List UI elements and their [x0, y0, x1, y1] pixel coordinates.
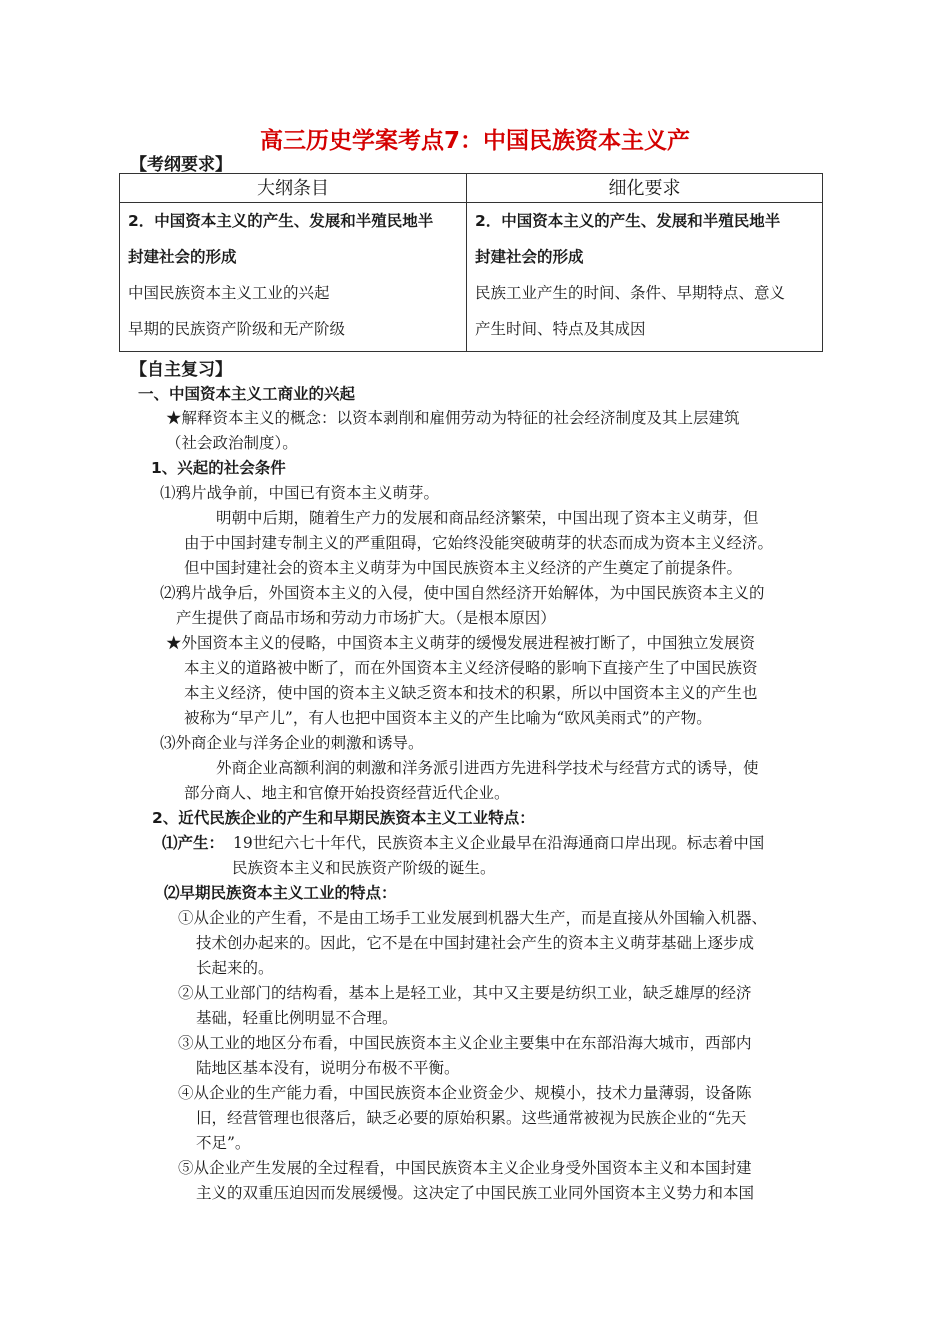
- paragraph-line: 民族资本主义和民族资产阶级的诞生。: [232, 859, 496, 877]
- cell-line: 封建社会的形成: [128, 248, 237, 266]
- paragraph-line: ⑴鸦片战争前，中国已有资本主义萌芽。: [160, 484, 440, 502]
- section-heading: 一、中国资本主义工商业的兴起: [138, 385, 356, 403]
- paragraph-line: ★外国资本主义的侵略，中国资本主义萌芽的缓慢发展进程被打断了，中国独立发展资: [166, 634, 756, 652]
- item-heading: ⑵早期民族资本主义工业的特点：: [164, 884, 397, 902]
- paragraph-line: 产生提供了商品市场和劳动力市场扩大。（是根本原因）: [176, 609, 556, 627]
- paragraph-line: 技术创办起来的。因此，它不是在中国封建社会产生的资本主义萌芽基础上逐步成: [196, 934, 755, 952]
- cell-line: 封建社会的形成: [475, 248, 584, 266]
- paragraph-line: ⑶外商企业与洋务企业的刺激和诱导。: [160, 734, 424, 752]
- paragraph-line: ⑵鸦片战争后，外国资本主义的入侵，使中国自然经济开始解体，为中国民族资本主义的: [160, 584, 765, 602]
- page-title: 高三历史学案考点7：中国民族资本主义产: [259, 128, 690, 154]
- paragraph-line: 本主义的道路被中断了，而在外国资本主义经济侵略的影响下直接产生了中国民族资: [184, 659, 758, 677]
- paragraph-line: 明朝中后期，随着生产力的发展和商品经济繁荣，中国出现了资本主义萌芽，但: [216, 509, 759, 527]
- paragraph-line: ⑤从企业产生发展的全过程看，中国民族资本主义企业身受外国资本主义和本国封建: [178, 1159, 752, 1177]
- table-cell-details: [467, 203, 823, 352]
- paragraph-line: 旧，经营管理也很落后，缺乏必要的原始积累。这些通常被视为民族企业的“先天: [196, 1109, 747, 1127]
- paragraph-line: ②从工业部门的结构看，基本上是轻工业，其中又主要是纺织工业，缺乏雄厚的经济: [178, 984, 752, 1002]
- paragraph-line: 但中国封建社会的资本主义萌芽为中国民族资本主义经济的产生奠定了前提条件。: [184, 559, 743, 577]
- paragraph-line: 19世纪六七十年代，民族资本主义企业最早在沿海通商口岸出现。标志着中国: [233, 834, 765, 852]
- paragraph-line: ③从工业的地区分布看，中国民族资本主义企业主要集中在东部沿海大城市，西部内: [178, 1034, 752, 1052]
- paragraph-line: 不足”。: [196, 1134, 251, 1152]
- outline-heading: 【考纲要求】: [130, 155, 232, 175]
- requirements-table: [119, 173, 823, 352]
- paragraph-line: ④从企业的生产能力看，中国民族资本企业资金少、规模小，技术力量薄弱，设备陈: [178, 1084, 752, 1102]
- paragraph-line: 本主义经济，使中国的资本主义缺乏资本和技术的积累，所以中国资本主义的产生也: [184, 684, 758, 702]
- paragraph-line: 主义的双重压迫因而发展缓慢。这决定了中国民族工业同外国资本主义势力和本国: [196, 1184, 755, 1202]
- table-header-outline: 大纲条目: [120, 174, 467, 203]
- paragraph-line: 外商企业高额利润的刺激和洋务派引进西方先进科学技术与经营方式的诱导，使: [216, 759, 759, 777]
- paragraph-line: 长起来的。: [196, 959, 274, 977]
- cell-line: 中国民族资本主义工业的兴起: [128, 284, 330, 302]
- paragraph-line: 部分商人、地主和官僚开始投资经营近代企业。: [184, 784, 510, 802]
- review-heading: 【自主复习】: [130, 360, 232, 380]
- item-label: ⑴产生：: [162, 834, 225, 852]
- cell-line: 早期的民族资产阶级和无产阶级: [128, 320, 346, 338]
- paragraph-line: 基础，轻重比例明显不合理。: [196, 1009, 398, 1027]
- cell-line: 民族工业产生的时间、条件、早期特点、意义: [475, 284, 786, 302]
- paragraph-line: 陆地区基本没有，说明分布极不平衡。: [196, 1059, 460, 1077]
- cell-line: 产生时间、特点及其成因: [475, 320, 646, 338]
- table-cell-outline: [120, 203, 467, 352]
- paragraph-line: 被称为“早产儿”，有人也把中国资本主义的产生比喻为“欧风美雨式”的产物。: [184, 709, 712, 727]
- paragraph-line: （社会政治制度）。: [166, 434, 298, 452]
- cell-line: 2．中国资本主义的产生、发展和半殖民地半: [128, 212, 434, 230]
- paragraph-line: 由于中国封建专制主义的严重阻碍，它始终没能突破萌芽的状态而成为资本主义经济。: [184, 534, 774, 552]
- subsection-heading: 2、近代民族企业的产生和早期民族资本主义工业特点：: [152, 809, 535, 827]
- subsection-heading: 1、兴起的社会条件: [151, 459, 286, 477]
- cell-line: 2．中国资本主义的产生、发展和半殖民地半: [475, 212, 781, 230]
- paragraph-line: ★解释资本主义的概念：以资本剥削和雇佣劳动为特征的社会经济制度及其上层建筑: [166, 409, 740, 427]
- paragraph-line: ①从企业的产生看，不是由工场手工业发展到机器大生产，而是直接从外国输入机器、: [178, 909, 768, 927]
- table-header-details: 细化要求: [467, 174, 823, 203]
